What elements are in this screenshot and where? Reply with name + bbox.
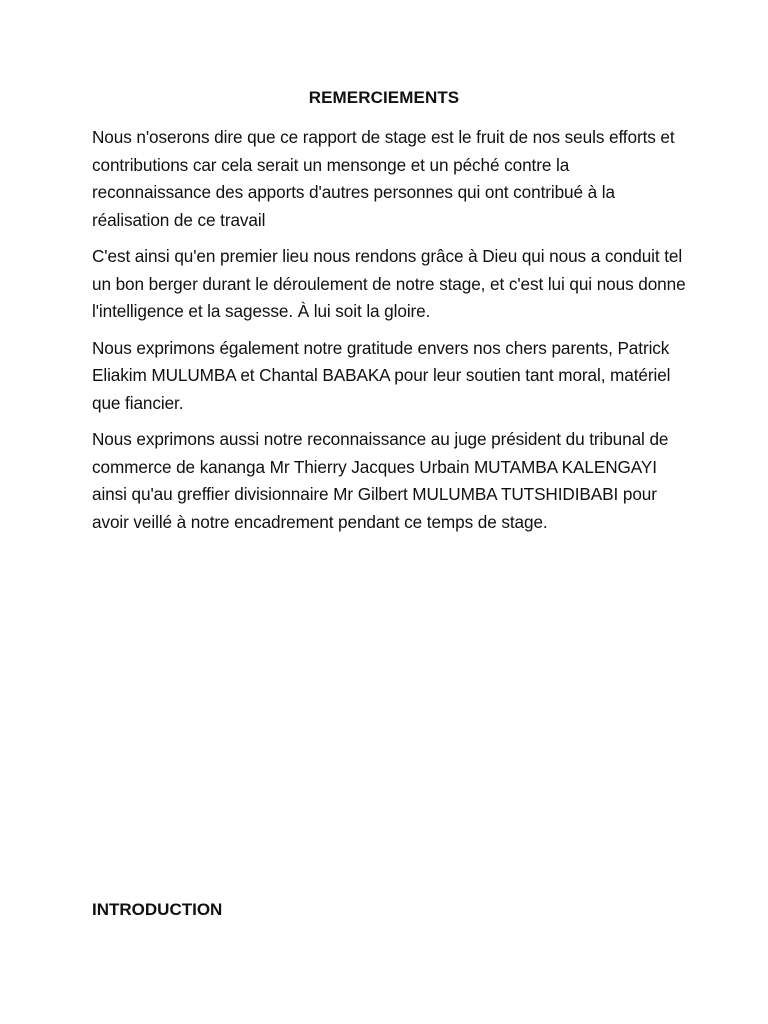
document-body <box>92 124 692 545</box>
page-title: REMERCIEMENTS <box>308 88 460 107</box>
paragraph-3: Nous exprimons également notre gratitude envers nos chers parents, Patrick Eliakim MULUMBA et Chantal BABAKA pour leur soutien tant moral, matériel que fiancier. <box>92 337 671 413</box>
section-heading-introduction: INTRODUCTION <box>92 900 223 919</box>
paragraph-4: Nous exprimons aussi notre reconnaissance au juge président du tribunal de commerce de kananga Mr Thierry Jacques Urbain MUTAMBA KALENGAYI ainsi qu'au greffier divisionnaire Mr Gilbert MULUMBA TUTSHIDIBABI pour avoir veillé à notre encadrement pendant ce temps de stage. <box>92 429 669 532</box>
paragraph-1: Nous n'oserons dire que ce rapport de stage est le fruit de nos seuls efforts et contributions car cela serait un mensonge et un péché contre la reconnaissance des apports d'autres personnes qui ont contribué à la réalisation de ce travail <box>92 127 675 230</box>
paragraph-2: C'est ainsi qu'en premier lieu nous rendons grâce à Dieu qui nous a conduit tel un bon berger durant le déroulement de notre stage, et c'est lui qui nous donne l'intelligence et la sagesse. À lui soit la gloire. <box>92 246 686 321</box>
